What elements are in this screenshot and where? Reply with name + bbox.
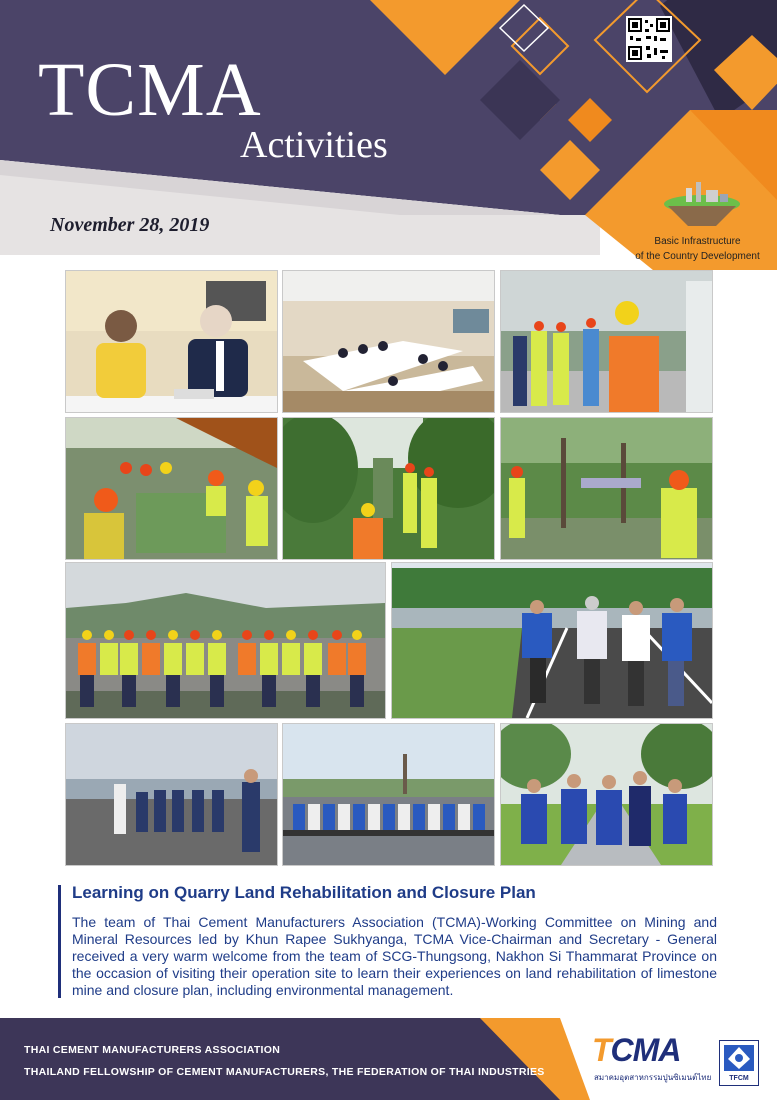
photo-pit-visit xyxy=(65,723,278,866)
footer-fellowship-name: THAILAND FELLOWSHIP OF CEMENT MANUFACTURERS, THE FEDERATION OF THAI INDUSTRIES xyxy=(24,1066,545,1078)
infrastructure-island-icon xyxy=(660,176,744,228)
infrastructure-badge xyxy=(620,234,775,264)
event-date: November 28, 2019 xyxy=(50,214,210,236)
photo-group-lake xyxy=(282,723,495,866)
tcma-logo-rest: CMA xyxy=(610,1032,681,1068)
tcma-logo[interactable] xyxy=(592,1034,680,1066)
qr-code[interactable] xyxy=(626,16,672,62)
photo-path-walk xyxy=(500,723,713,866)
photo-meeting-speaker xyxy=(65,270,278,413)
badge-line-2: of the Country Development xyxy=(635,251,760,262)
tfcm-label: TFCM xyxy=(729,1075,749,1082)
article-body: The team of Thai Cement Manufacturers Association (TCMA)-Working Committee on Mining and Mineral Resources led by Khun Rapee Sukhyanga, TCMA Vice-Chairman and Secretary - General received a very warm welcome from the team of SCG-Thungsong, Nakhon Si Thammarat Province on the occasion of visiting their operation site to learn their experiences on land rehabilitation of limestone mine and closure plan, including environmental management. xyxy=(72,914,717,998)
page-subtitle: Activities xyxy=(240,124,388,166)
photo-group-quarry xyxy=(65,562,386,719)
heading-accent-bar xyxy=(58,885,61,998)
photo-model-table xyxy=(65,417,278,560)
tcma-logo-thai: สมาคมอุตสาหกรรมปูนซิเมนต์ไทย xyxy=(594,1073,712,1082)
footer-association-name: THAI CEMENT MANUFACTURERS ASSOCIATION xyxy=(24,1044,281,1056)
photo-road-walk xyxy=(391,562,713,719)
photo-meeting-room xyxy=(282,270,495,413)
badge-line-1: Basic Infrastructure xyxy=(654,236,741,247)
tcma-logo-mark: T xyxy=(592,1032,611,1068)
photo-site-briefing xyxy=(500,270,713,413)
article-heading: Learning on Quarry Land Rehabilitation and Closure Plan xyxy=(72,883,536,902)
photo-tree-area xyxy=(500,417,713,560)
photo-forest-walk xyxy=(282,417,495,560)
page-title: TCMA xyxy=(38,48,262,132)
